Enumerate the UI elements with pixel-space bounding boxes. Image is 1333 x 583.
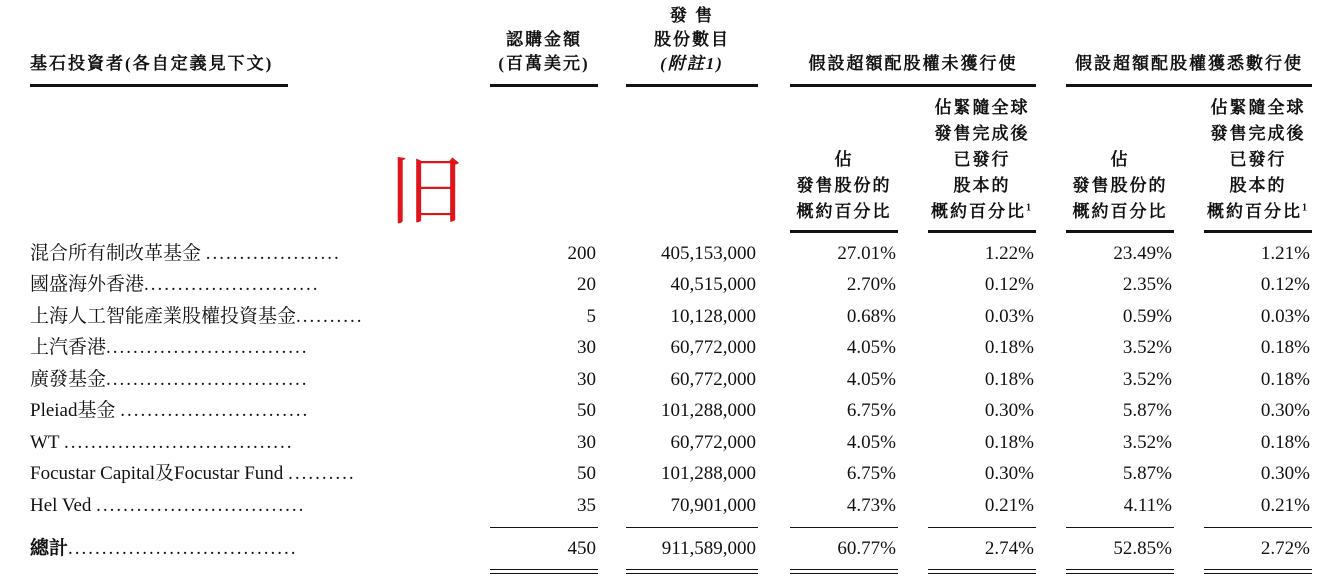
cell-pct-offer-not-exercised: 4.05%	[846, 369, 896, 390]
total-double-rule	[626, 569, 758, 570]
cell-pct-capital-exercised: 0.30%	[1260, 400, 1310, 421]
sub-pct-offer-1-line3: 概約百分比	[796, 202, 892, 221]
header-shares-note: (附註1)	[660, 54, 724, 73]
total-shares: 911,589,000	[661, 538, 756, 559]
header-amount-line1: 認購金額	[506, 30, 582, 49]
cell-pct-offer-not-exercised: 4.05%	[846, 337, 896, 358]
leader-dots: ..........	[288, 463, 356, 484]
sub-pct-capital-2-line5	[1204, 200, 1312, 224]
sub-rule-4	[1204, 230, 1312, 233]
cell-shares: 405,153,000	[661, 243, 756, 264]
total-amount: 450	[567, 538, 596, 559]
cell-pct-offer-not-exercised: 0.68%	[846, 306, 896, 327]
row-name-cell	[30, 395, 460, 426]
cell-shares: 60,772,000	[670, 432, 756, 453]
row-name: 混合所有制改革基金	[30, 243, 202, 264]
cell-pct-capital-exercised: 0.18%	[1260, 369, 1310, 390]
row-name-cell	[30, 427, 460, 458]
total-label: 總計	[30, 538, 69, 559]
total-pct-capital-exercised: 2.72%	[1260, 538, 1310, 559]
header-rule-investor	[30, 84, 288, 87]
cell-pct-offer-exercised: 23.49%	[1113, 243, 1172, 264]
leader-dots: ...............................	[96, 495, 306, 516]
total-double-rule	[1204, 569, 1312, 570]
total-double-rule	[626, 573, 758, 574]
row-name: 廣發基金	[30, 369, 107, 390]
cell-pct-offer-not-exercised: 4.73%	[846, 495, 896, 516]
total-name-cell	[30, 533, 460, 564]
cell-shares: 10,128,000	[670, 306, 756, 327]
leader-dots: ..............................	[106, 337, 309, 358]
cell-pct-capital-exercised: 0.21%	[1260, 495, 1310, 516]
total-pct-capital-not-exercised: 2.74%	[984, 538, 1034, 559]
cell-pct-capital-not-exercised: 0.18%	[984, 369, 1034, 390]
cell-pct-offer-not-exercised: 4.05%	[846, 432, 896, 453]
header-rule-group-1	[790, 84, 1036, 87]
cell-amount: 30	[577, 369, 596, 390]
sub-pct-capital-1-line3: 已發行	[953, 150, 1011, 169]
cell-pct-capital-not-exercised: 0.30%	[984, 463, 1034, 484]
cell-amount: 50	[577, 463, 596, 484]
row-name-cell	[30, 301, 460, 332]
total-double-rule	[490, 569, 598, 570]
cell-amount: 35	[577, 495, 596, 516]
row-name: Focustar Capital及Focustar Fund	[30, 463, 284, 484]
cell-pct-offer-not-exercised: 6.75%	[846, 400, 896, 421]
total-rule-top	[928, 527, 1036, 528]
cell-shares: 101,288,000	[661, 400, 756, 421]
cell-pct-offer-not-exercised: 6.75%	[846, 463, 896, 484]
total-double-rule	[1066, 573, 1174, 574]
cell-pct-capital-exercised: 0.18%	[1260, 432, 1310, 453]
cell-amount: 20	[577, 274, 596, 295]
sub-pct-offer-2-line2: 發售股份的	[1072, 176, 1168, 195]
cell-pct-capital-exercised: 0.18%	[1260, 337, 1310, 358]
leader-dots: ....................	[205, 243, 341, 264]
total-double-rule	[790, 569, 898, 570]
sub-pct-offer-2-line3: 概約百分比	[1072, 202, 1168, 221]
total-rule-top	[1066, 527, 1174, 528]
header-shares-line2: 股份數目	[654, 30, 730, 49]
row-name: WT	[30, 432, 60, 453]
leader-dots: ............................	[120, 400, 310, 421]
sub-rule-3	[1066, 230, 1174, 233]
table-row	[0, 458, 1333, 489]
row-name: Pleiad基金	[30, 400, 116, 421]
leader-dots: ..........	[296, 306, 364, 327]
cell-shares: 101,288,000	[661, 463, 756, 484]
red-stamp-glyph: 旧	[388, 147, 464, 236]
row-name: 上汽香港	[30, 337, 107, 358]
header-rule-group-2	[1066, 84, 1312, 87]
sub-pct-capital-1-line5	[928, 200, 1036, 224]
sub-pct-capital-1-text: 概約百分比	[931, 202, 1026, 221]
leader-dots: ..................................	[63, 432, 294, 453]
table-row	[0, 395, 1333, 426]
cell-pct-offer-not-exercised: 2.70%	[846, 274, 896, 295]
sub-pct-capital-2-text: 概約百分比	[1207, 202, 1302, 221]
table-row	[0, 269, 1333, 300]
header-group-not-exercised: 假設超額配股權未獲行使	[808, 54, 1018, 73]
cell-pct-offer-exercised: 3.52%	[1122, 337, 1172, 358]
header-investor: 基石投資者(各自定義見下文)	[30, 54, 274, 73]
row-name-cell	[30, 458, 460, 489]
header-group-fully-exercised: 假設超額配股權獲悉數行使	[1075, 54, 1303, 73]
cell-pct-offer-exercised: 0.59%	[1122, 306, 1172, 327]
cell-pct-offer-not-exercised: 27.01%	[837, 243, 896, 264]
cell-amount: 200	[567, 243, 596, 264]
row-name-cell	[30, 269, 460, 300]
row-name-cell	[30, 238, 460, 269]
cell-pct-offer-exercised: 5.87%	[1122, 463, 1172, 484]
table-row	[0, 427, 1333, 458]
cell-pct-capital-not-exercised: 0.12%	[984, 274, 1034, 295]
cell-amount: 30	[577, 432, 596, 453]
table-row	[0, 301, 1333, 332]
sub-pct-capital-2-line4: 股本的	[1229, 176, 1287, 195]
table-row	[0, 364, 1333, 395]
header-shares-line1: 發 售	[669, 6, 715, 25]
sub-rule-2	[928, 230, 1036, 233]
table-row	[0, 238, 1333, 269]
total-rule-top	[490, 527, 598, 528]
table-row	[0, 490, 1333, 521]
sub-pct-capital-1-line2: 發售完成後	[934, 124, 1030, 143]
sub-pct-offer-2-line1: 佔	[1110, 150, 1130, 169]
leader-dots: ..............................	[106, 369, 309, 390]
total-row	[0, 533, 1333, 564]
cell-shares: 40,515,000	[670, 274, 756, 295]
sub-pct-capital-2-line3: 已發行	[1229, 150, 1287, 169]
row-name: 上海人工智能產業股權投資基金	[30, 306, 297, 327]
cell-shares: 60,772,000	[670, 369, 756, 390]
row-name: 國盛海外香港	[30, 274, 145, 295]
cell-pct-offer-exercised: 3.52%	[1122, 369, 1172, 390]
cell-pct-offer-exercised: 5.87%	[1122, 400, 1172, 421]
row-name-cell	[30, 332, 460, 363]
cell-pct-capital-exercised: 0.03%	[1260, 306, 1310, 327]
total-double-rule	[790, 573, 898, 574]
cell-pct-capital-exercised: 1.21%	[1260, 243, 1310, 264]
header-rule-shares	[626, 84, 758, 87]
total-pct-offer-not-exercised: 60.77%	[837, 538, 896, 559]
sub-pct-offer-1-line1: 佔	[834, 150, 854, 169]
cell-pct-capital-not-exercised: 0.21%	[984, 495, 1034, 516]
sub-pct-capital-2-line1: 佔緊隨全球	[1210, 98, 1306, 117]
cell-shares: 60,772,000	[670, 337, 756, 358]
row-name: Hel Ved	[30, 495, 92, 516]
footnote-mark: 1	[1302, 202, 1309, 214]
cell-pct-offer-exercised: 3.52%	[1122, 432, 1172, 453]
sub-rule-1	[790, 230, 898, 233]
cell-shares: 70,901,000	[670, 495, 756, 516]
sub-pct-capital-1-line4: 股本的	[953, 176, 1011, 195]
cell-pct-capital-exercised: 0.30%	[1260, 463, 1310, 484]
total-double-rule	[928, 573, 1036, 574]
sub-pct-capital-1-line1: 佔緊隨全球	[934, 98, 1030, 117]
cell-amount: 50	[577, 400, 596, 421]
total-rule-top	[1204, 527, 1312, 528]
cell-pct-capital-not-exercised: 0.18%	[984, 337, 1034, 358]
cell-pct-capital-not-exercised: 1.22%	[984, 243, 1034, 264]
total-double-rule	[490, 573, 598, 574]
row-name-cell	[30, 490, 460, 521]
cell-amount: 30	[577, 337, 596, 358]
sub-pct-capital-2-line2: 發售完成後	[1210, 124, 1306, 143]
total-rule-top	[626, 527, 758, 528]
cell-pct-capital-exercised: 0.12%	[1260, 274, 1310, 295]
cell-pct-offer-exercised: 2.35%	[1122, 274, 1172, 295]
cell-pct-capital-not-exercised: 0.30%	[984, 400, 1034, 421]
row-name-cell	[30, 364, 460, 395]
header-amount-line2: (百萬美元)	[498, 54, 590, 73]
header-rule-amount	[490, 84, 598, 87]
cell-amount: 5	[586, 306, 596, 327]
cell-pct-capital-not-exercised: 0.03%	[984, 306, 1034, 327]
table-row	[0, 332, 1333, 363]
leader-dots: ..........................	[144, 274, 320, 295]
cell-pct-capital-not-exercised: 0.18%	[984, 432, 1034, 453]
sub-pct-offer-1-line2: 發售股份的	[796, 176, 892, 195]
total-double-rule	[928, 569, 1036, 570]
total-double-rule	[1066, 569, 1174, 570]
leader-dots: ..................................	[68, 538, 298, 559]
footnote-mark: 1	[1026, 202, 1033, 214]
total-pct-offer-exercised: 52.85%	[1113, 538, 1172, 559]
cell-pct-offer-exercised: 4.11%	[1123, 495, 1172, 516]
total-double-rule	[1204, 573, 1312, 574]
total-rule-top	[790, 527, 898, 528]
